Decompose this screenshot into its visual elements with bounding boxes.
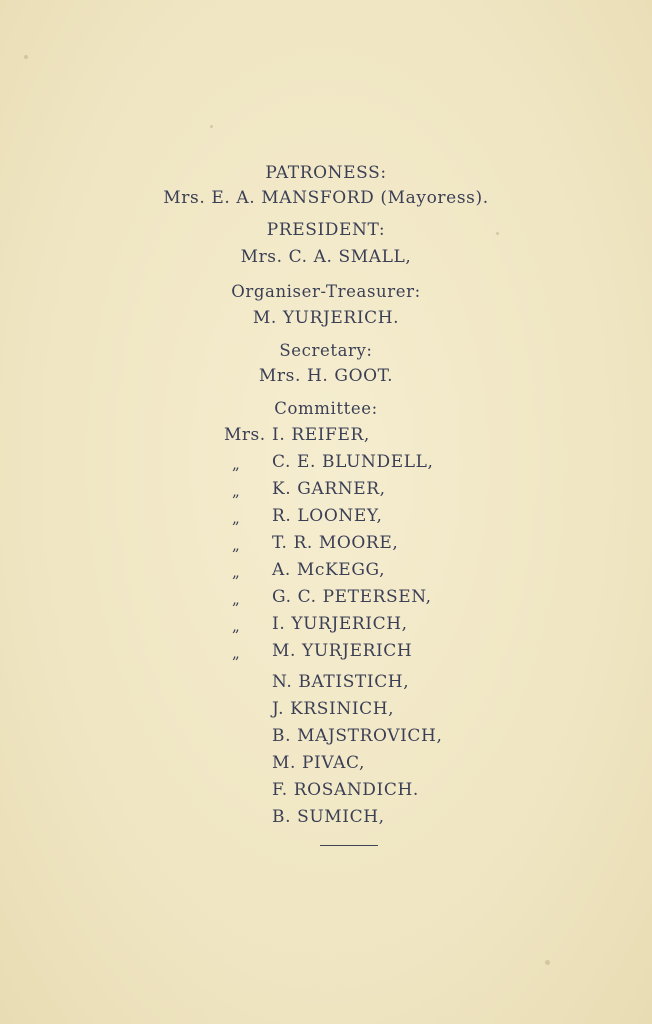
president-name: Mrs. C. A. SMALL, — [240, 247, 412, 267]
committee-member: I. REIFER, — [272, 425, 370, 445]
secretary-heading: Secretary: — [279, 341, 373, 360]
committee-heading: Committee: — [274, 399, 378, 418]
committee-member: N. BATISTICH, — [272, 672, 410, 692]
patroness-name: Mrs. E. A. MANSFORD (Mayoress). — [163, 188, 489, 208]
committee-member: B. MAJSTROVICH, — [272, 726, 443, 746]
paper-speck — [545, 960, 550, 965]
ditto-mark: „ — [232, 509, 240, 527]
ditto-mark: „ — [232, 482, 240, 500]
secretary-name: Mrs. H. GOOT. — [258, 366, 394, 386]
president-heading: PRESIDENT: — [266, 220, 386, 240]
committee-member: A. McKEGG, — [272, 560, 386, 580]
committee-member: K. GARNER, — [272, 479, 386, 499]
committee-member: T. R. MOORE, — [272, 533, 399, 553]
ditto-mark: „ — [232, 563, 240, 581]
committee-member: G. C. PETERSEN, — [272, 587, 432, 607]
ditto-mark: „ — [232, 536, 240, 554]
committee-member: M. YURJERICH — [272, 641, 413, 661]
ditto-mark: „ — [232, 590, 240, 608]
paper-speck — [24, 55, 28, 59]
ditto-mark: „ — [232, 455, 240, 473]
paper-speck — [496, 232, 499, 235]
organiser-treasurer-heading: Organiser-Treasurer: — [231, 282, 421, 301]
committee-prefix: Mrs. — [224, 425, 266, 445]
patroness-heading: PATRONESS: — [265, 163, 387, 183]
committee-member: C. E. BLUNDELL, — [272, 452, 434, 472]
paper-speck — [210, 125, 213, 128]
organiser-treasurer-name: M. YURJERICH. — [252, 308, 400, 328]
committee-member: R. LOONEY, — [272, 506, 383, 526]
committee-member: J. KRSINICH, — [272, 699, 395, 719]
closing-rule — [320, 845, 378, 846]
committee-member: F. ROSANDICH. — [272, 780, 419, 800]
ditto-mark: „ — [232, 644, 240, 662]
ditto-mark: „ — [232, 617, 240, 635]
committee-member: I. YURJERICH, — [272, 614, 408, 634]
committee-member: M. PIVAC, — [272, 753, 365, 773]
committee-member: B. SUMICH, — [272, 807, 385, 827]
